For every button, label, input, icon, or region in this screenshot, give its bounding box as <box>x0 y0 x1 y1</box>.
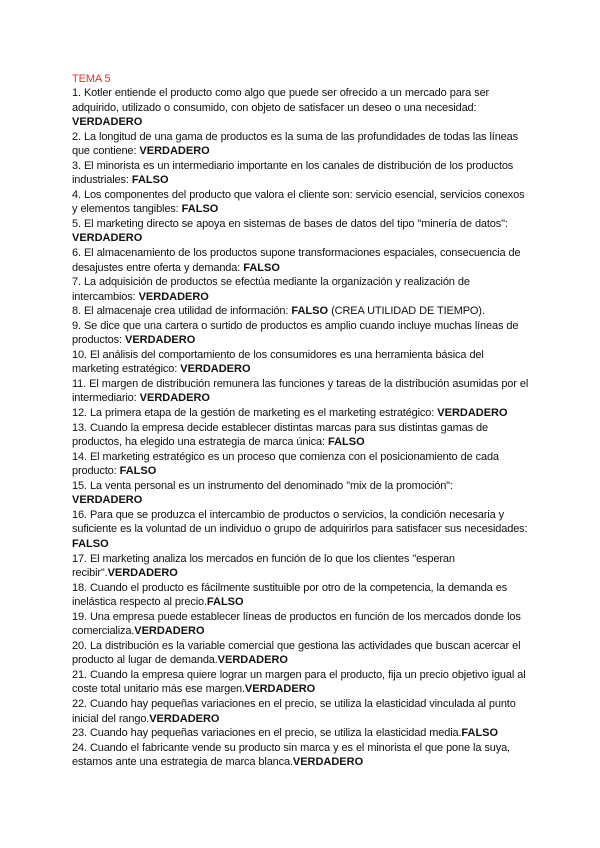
question-23 <box>72 726 532 741</box>
question-9 <box>72 319 532 348</box>
question-19 <box>72 610 532 639</box>
question-3 <box>72 159 532 188</box>
question-text: 12. La primera etapa de la gestión de marketing es el marketing estratégico: <box>72 407 435 420</box>
question-text: 13. Cuando la empresa decide establecer distintas marcas para sus distintas gamas de productos, ha elegido una estrategia de marca única: <box>72 421 488 449</box>
question-text: 17. El marketing analiza los mercados en función de lo que los clientes "esperan recibir". <box>72 552 455 580</box>
answer: VERDADERO <box>437 407 508 420</box>
question-15 <box>72 479 532 508</box>
answer: FALSO <box>119 465 157 478</box>
question-13 <box>72 421 532 450</box>
page-title: TEMA 5 <box>72 73 111 85</box>
question-text: 14. El marketing estratégico es un proceso que comienza con el posicionamiento de cada producto: <box>72 450 499 478</box>
question-text: 9. Se dice que una cartera o surtido de productos es amplio cuando incluye muchas líneas de productos: <box>72 319 519 347</box>
question-20 <box>72 639 532 668</box>
question-text: 6. El almacenamiento de los productos supone transformaciones espaciales, consecuencia de desajustes entre oferta y demanda: <box>72 247 521 274</box>
answer: VERDADERO <box>72 494 143 507</box>
question-text: 19. Una empresa puede establecer líneas de productos en función de los mercados donde los comercializa. <box>72 610 521 638</box>
answer: VERDADERO <box>72 232 143 245</box>
question-text: 10. El análisis del comportamiento de los consumidores es una herramienta básica del marketing estratégico: <box>72 348 484 376</box>
answer: FALSO <box>243 261 280 274</box>
question-text: 24. Cuando el fabricante vende su producto sin marca y es el minorista el que pone la suya, estamos ante una estrategia de marca blanca. <box>72 741 510 769</box>
answer: VERDADERO <box>72 116 143 129</box>
question-text: 4. Los componentes del producto que valora el cliente son: servicio esencial, servicios conexos y elementos tangibles: <box>72 188 525 216</box>
answer: VERDADERO <box>180 363 251 376</box>
answer: FALSO <box>181 203 219 216</box>
answer: VERDADERO <box>217 654 288 667</box>
question-text: 15. La venta personal es un instrumento del denominado "mix de la promoción": <box>72 479 453 492</box>
question-10 <box>72 348 532 377</box>
question-text: 20. La distribución es la variable comercial que gestiona las actividades que buscan acercar el producto al lugar de demanda. <box>72 639 521 667</box>
question-text: 11. El margen de distribución remunera las funciones y tareas de la distribución asumidas por el intermediario: <box>72 377 529 405</box>
question-text: 8. El almacenaje crea utilidad de información: <box>72 305 289 318</box>
answer: FALSO <box>328 436 365 449</box>
question-16 <box>72 508 532 552</box>
question-text: 5. El marketing directo se apoya en sistemas de bases de datos del tipo "minería de datos": <box>72 217 508 230</box>
question-text: 1. Kotler entiende el producto como algo que puede ser ofrecido a un mercado para ser adquirido, utilizado o consumido, con objeto de satisfacer un deseo o una necesidad: <box>72 87 490 114</box>
question-text: 22. Cuando hay pequeñas variaciones en el precio, se utiliza la elasticidad vinculada al punto inicial del rango. <box>72 697 516 725</box>
question-text: 3. El minorista es un intermediario importante en los canales de distribución de los productos industriales: <box>72 159 514 187</box>
question-11 <box>72 377 532 406</box>
question-2 <box>72 130 532 159</box>
answer: FALSO <box>206 596 244 609</box>
answer: VERDADERO <box>124 334 196 347</box>
answer: VERDADERO <box>134 625 205 638</box>
answer: VERDADERO <box>138 290 209 303</box>
answer: FALSO <box>131 174 169 187</box>
answer: FALSO <box>461 727 499 740</box>
answer: VERDADERO <box>139 392 210 405</box>
answer: VERDADERO <box>292 756 364 769</box>
answer: VERDADERO <box>244 683 316 696</box>
question-8 <box>72 304 532 319</box>
answer: FALSO <box>72 537 109 550</box>
question-text: 2. La longitud de una gama de productos es la suma de las profundidades de todas las líneas que contiene: <box>72 130 518 158</box>
question-5 <box>72 217 532 246</box>
question-text: 18. Cuando el producto es fácilmente sustituible por otro de la competencia, la demanda es inelástica respecto al precio. <box>72 581 508 609</box>
question-12 <box>72 406 532 421</box>
question-21 <box>72 668 532 697</box>
question-18 <box>72 581 532 610</box>
question-text: 16. Para que se produzca el intercambio de productos o servicios, la condición necesaria y suficiente es la voluntad de un individuo o grupo de adquirirlos para satisfacer sus necesidades: <box>72 508 528 536</box>
question-1 <box>72 86 532 130</box>
answer: VERDADERO <box>149 712 220 725</box>
answer: VERDADERO <box>107 567 178 580</box>
answer: VERDADERO <box>139 145 210 158</box>
question-14 <box>72 450 532 479</box>
question-text: 21. Cuando la empresa quiere lograr un margen para el producto, fija un precio objetivo igual al coste total unitario más ese margen. <box>72 668 526 696</box>
answer-note: (CREA UTILIDAD DE TIEMPO). <box>331 305 485 318</box>
question-17 <box>72 552 532 581</box>
question-6 <box>72 246 532 275</box>
question-text: 23. Cuando hay pequeñas variaciones en el precio, se utiliza la elasticidad media. <box>72 727 462 740</box>
answer: FALSO <box>291 305 329 318</box>
question-24 <box>72 741 532 770</box>
question-4 <box>72 188 532 217</box>
question-22 <box>72 697 532 726</box>
question-text: 7. La adquisición de productos se efectúa mediante la organización y realización de intercambios: <box>72 276 470 303</box>
question-7 <box>72 275 532 304</box>
